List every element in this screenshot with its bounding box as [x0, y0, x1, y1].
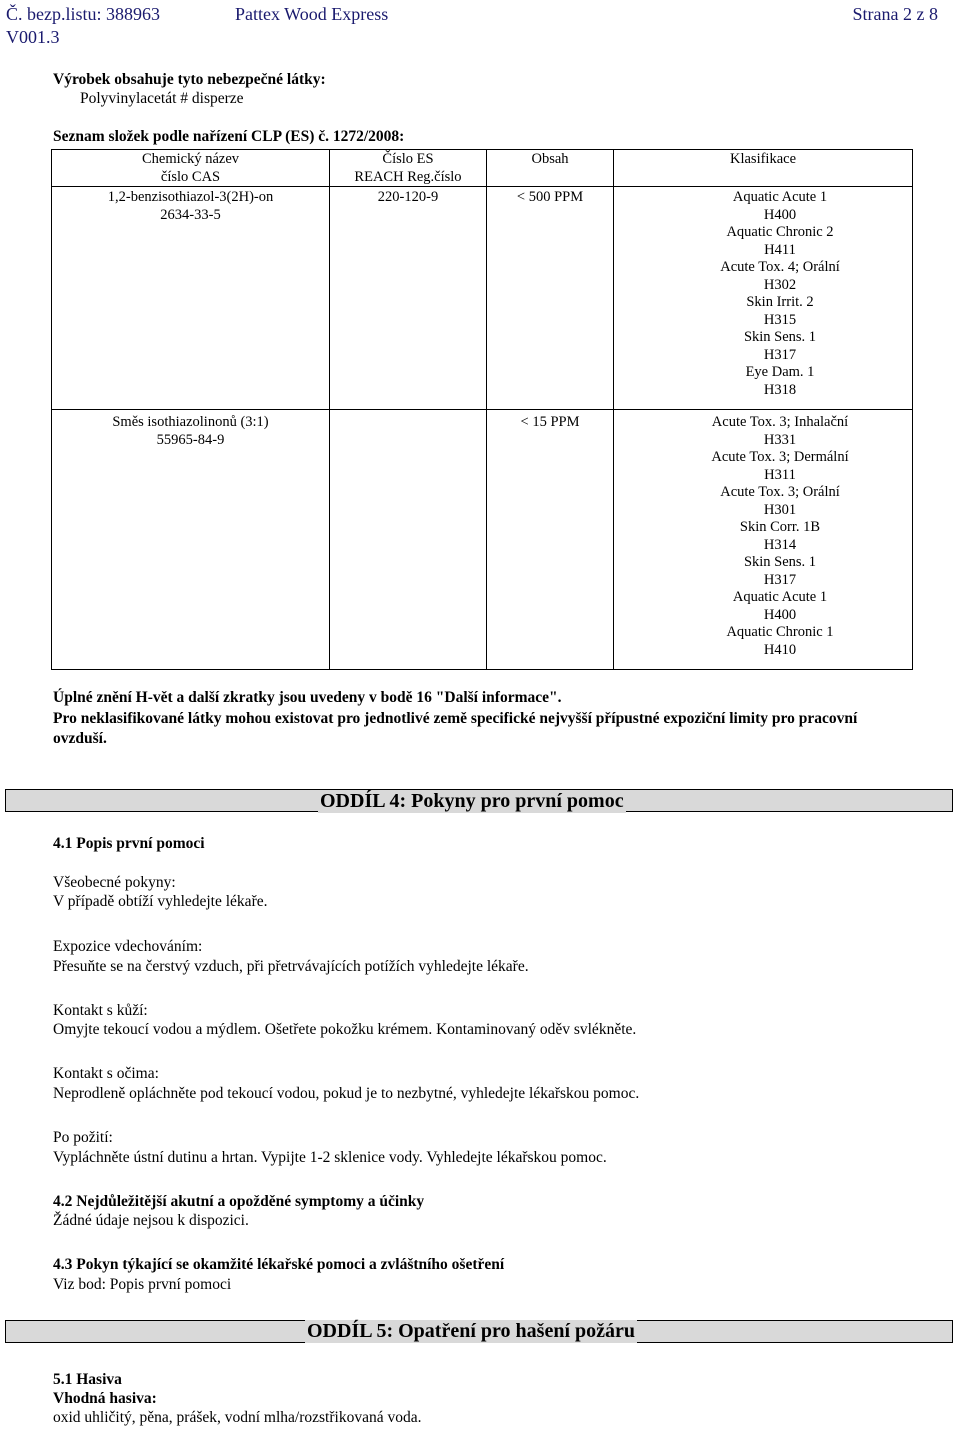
- cell-name: 1,2-benzisothiazol-3(2H)-on 2634-33-5: [52, 187, 330, 410]
- ingestion-text: Vypláchněte ústní dutinu a hrtan. Vypijte 1-2 sklenice vody. Vyhledejte lékařskou pomoc.: [53, 1149, 607, 1166]
- cell-ec: 220-120-9: [330, 187, 487, 410]
- subsection-4-2: 4.2 Nejdůležitější akutní a opožděné symptomy a účinky: [53, 1193, 425, 1210]
- section-5-title: ODDÍL 5: Opatření pro hašení požáru: [307, 1320, 635, 1342]
- classification-line: Skin Corr. 1B: [739, 519, 821, 535]
- clp-heading: Seznam složek podle nařízení CLP (ES) č. 1272/2008:: [53, 128, 405, 145]
- cell-classification: [614, 187, 913, 410]
- page-header: [6, 4, 938, 47]
- eye-label: Kontakt s očima:: [53, 1065, 159, 1082]
- classification-line: H317: [763, 571, 797, 588]
- ingestion-label: Po požití:: [53, 1129, 113, 1146]
- classification-line: Eye Dam. 1: [745, 364, 815, 380]
- classification-line: H317: [763, 346, 797, 363]
- suitable-media-label: Vhodná hasiva:: [53, 1390, 157, 1407]
- classification-line: Aquatic Chronic 2: [726, 224, 834, 240]
- table-row: [52, 410, 913, 670]
- skin-text: Omyjte tekoucí vodou a mýdlem. Ošetřete pokožku krémem. Kontaminovaný oděv svlékněte.: [53, 1021, 637, 1038]
- table-row: [52, 187, 913, 410]
- hazardous-heading: Výrobek obsahuje tyto nebezpečné látky:: [53, 71, 326, 88]
- classification-line: H411: [764, 241, 796, 258]
- general-text: V případě obtíží vyhledejte lékaře.: [53, 893, 268, 910]
- classification-line: Aquatic Acute 1: [732, 189, 828, 205]
- classification-line: Acute Tox. 3; Dermální: [711, 449, 849, 465]
- classification-line: Acute Tox. 3; Inhalační: [711, 414, 849, 430]
- table-header-row: [52, 150, 913, 187]
- note-h-phrases: Úplné znění H-vět a další zkratky jsou uvedeny v bodě 16 "Další informace".: [53, 689, 562, 706]
- subsection-5-1: 5.1 Hasiva: [53, 1371, 122, 1388]
- cell-classification: [614, 410, 913, 670]
- classification-line: H301: [763, 501, 797, 518]
- classification-line: H318: [763, 381, 797, 398]
- subsection-4-3-text: Viz bod: Popis první pomoci: [53, 1276, 232, 1293]
- classification-line: H400: [763, 206, 797, 223]
- subsection-4-1: 4.1 Popis první pomoci: [53, 835, 205, 852]
- classification-line: H400: [763, 606, 797, 623]
- classification-line: Skin Sens. 1: [743, 554, 817, 570]
- sheet-number: Č. bezp.listu: 388963: [6, 4, 160, 24]
- classification-line: Acute Tox. 4; Orální: [720, 259, 840, 275]
- classification-line: Skin Irrit. 2: [746, 294, 814, 310]
- cell-content: < 500 PPM: [487, 187, 614, 410]
- classification-line: H315: [763, 311, 797, 328]
- classification-line: H314: [763, 536, 797, 553]
- inhalation-text: Přesuňte se na čerstvý vzduch, při přetrvávajících potížích vyhledejte lékaře.: [53, 958, 529, 975]
- version: V001.3: [6, 27, 60, 47]
- inhalation-label: Expozice vdechováním:: [53, 938, 203, 955]
- col-header-classification: Klasifikace: [614, 150, 913, 187]
- classification-line: Aquatic Chronic 1: [726, 624, 834, 640]
- section-4-title: ODDÍL 4: Pokyny pro první pomoc: [320, 790, 624, 812]
- hazardous-substance: Polyvinylacetát # disperze: [80, 90, 244, 107]
- classification-line: H311: [764, 466, 796, 483]
- note-exposure-limits-cont: ovzduší.: [53, 730, 107, 747]
- col-header-ec: Číslo ES REACH Reg.číslo: [330, 150, 487, 187]
- classification-line: H302: [763, 276, 797, 293]
- page-number: Strana 2 z 8: [852, 4, 938, 24]
- cell-name: Směs isothiazolinonů (3:1) 55965-84-9: [52, 410, 330, 670]
- components-table: [51, 149, 913, 670]
- col-header-content: Obsah: [487, 150, 614, 187]
- classification-line: Acute Tox. 3; Orální: [720, 484, 840, 500]
- note-exposure-limits: Pro neklasifikované látky mohou existovat pro jednotlivé země specifické nejvyšší přípustné expoziční limity pro pracovní: [53, 710, 858, 727]
- classification-line: Skin Sens. 1: [743, 329, 817, 345]
- classification-line: Aquatic Acute 1: [732, 589, 828, 605]
- eye-text: Neprodleně opláchněte pod tekoucí vodou, pokud je to nezbytné, vyhledejte lékařskou pomoc.: [53, 1085, 640, 1102]
- subsection-4-3: 4.3 Pokyn týkající se okamžité lékařské pomoci a zvláštního ošetření: [53, 1256, 505, 1273]
- cell-ec: [330, 410, 487, 670]
- general-label: Všeobecné pokyny:: [53, 874, 176, 891]
- classification-line: H410: [763, 641, 797, 658]
- product-name: Pattex Wood Express: [235, 4, 389, 24]
- cell-content: < 15 PPM: [487, 410, 614, 670]
- suitable-media-text: oxid uhličitý, pěna, prášek, vodní mlha/rozstřikovaná voda.: [53, 1409, 422, 1426]
- subsection-4-2-text: Žádné údaje nejsou k dispozici.: [53, 1212, 249, 1229]
- skin-label: Kontakt s kůží:: [53, 1002, 148, 1019]
- classification-line: H331: [763, 431, 797, 448]
- col-header-name: Chemický název číslo CAS: [52, 150, 330, 187]
